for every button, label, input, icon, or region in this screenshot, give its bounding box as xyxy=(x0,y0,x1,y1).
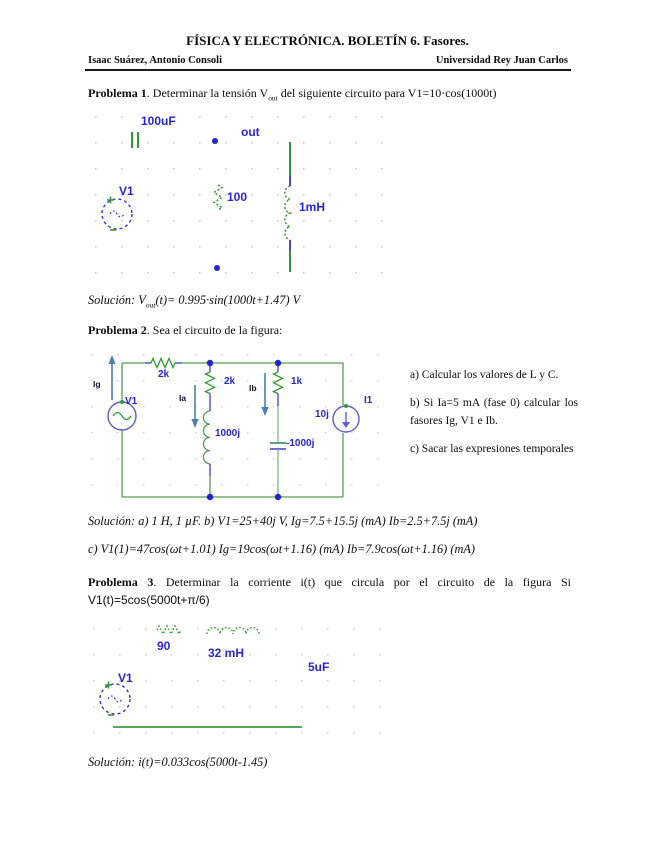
ia-label: Ia xyxy=(179,393,187,403)
circuit3-figure xyxy=(85,618,385,753)
current-source-name-label: I1 xyxy=(364,395,373,406)
bottom-node-dot xyxy=(214,265,220,271)
document-title: FÍSICA Y ELECTRÓNICA. BOLETÍN 6. Fasores. xyxy=(186,33,469,48)
source-name-label: V1 xyxy=(118,671,133,685)
byline xyxy=(88,55,568,66)
problem1-text-2: del siguiente circuito para V1=10·cos(1000t) xyxy=(277,86,497,100)
problem2-questions xyxy=(410,366,578,468)
capacitor-value-label: -1000j xyxy=(286,438,315,449)
out-net-label: out xyxy=(241,125,260,139)
out-node-dot xyxy=(212,138,218,144)
header-rule xyxy=(85,69,571,71)
ib-label: Ib xyxy=(249,383,257,393)
problem2-statement xyxy=(88,322,571,338)
problem2-text: . Sea el circuito de la figura: xyxy=(146,323,283,337)
question-b: b) Si Ia=5 mA (fase 0) calcular los fasores Ig, V1 e Ib. xyxy=(410,396,578,428)
problem3-formula: V1(t)=5cos(5000t+π/6) xyxy=(88,593,210,608)
problem3-line1 xyxy=(88,574,571,590)
solution1-rest: (t)= 0.995·sin(1000t+1.47) V xyxy=(155,293,301,307)
circuit2-figure xyxy=(85,348,395,513)
circuit3-schematic xyxy=(85,618,385,753)
resistor-right-value-label: 1k xyxy=(291,376,303,387)
resistor-top-value-label: 2k xyxy=(158,369,170,380)
problem1-statement xyxy=(88,85,571,103)
solution1-prefix: Solución: V xyxy=(88,293,146,307)
vout-subscript: out xyxy=(268,93,278,103)
inductor-value-label: 32 mH xyxy=(208,646,245,660)
problem3-text: . Determinar la corriente i(t) que circula por el circuito de la figura Si xyxy=(153,575,571,589)
capacitor-value-label: 5uF xyxy=(308,660,330,674)
solution2-line2: c) V1(1)=47cos(ωt+1.01) Ig=19cos(ωt+1.16) (mA) Ib=7.9cos(ωt+1.16) (mA) xyxy=(88,542,475,556)
capacitor-value-label: 100uF xyxy=(141,114,176,128)
problem1-label: Problema 1 xyxy=(88,86,147,100)
current-source-value-label: 10j xyxy=(315,409,329,420)
solution3-text: Solución: i(t)=0.033cos(5000t-1.45) xyxy=(88,755,268,769)
inductor-value-label: 1mH xyxy=(299,200,326,214)
university-text: Universidad Rey Juan Carlos xyxy=(435,55,568,66)
question-c: c) Sacar las expresiones temporales xyxy=(410,442,574,455)
resistor-value-label: 90 xyxy=(157,639,171,653)
solution1-subscript: out xyxy=(145,300,156,310)
problem1-text: . Determinar la tensión V xyxy=(146,86,269,100)
source-name-label: V1 xyxy=(119,184,134,198)
solution1-text xyxy=(88,293,571,309)
source-name-label: V1 xyxy=(125,396,138,407)
problem3-statement xyxy=(88,574,571,608)
problem2-label: Problema 2 xyxy=(88,323,147,337)
ig-label: Ig xyxy=(93,379,101,389)
resistor-value-label: 100 xyxy=(227,190,248,204)
problem3-label: Problema 3 xyxy=(88,575,154,589)
inductor-value-label: 1000j xyxy=(215,428,241,439)
question-a: a) Calcular los valores de L y C. xyxy=(410,369,559,381)
resistor-mid-value-label: 2k xyxy=(224,376,236,387)
authors-text: Isaac Suárez, Antonio Consoli xyxy=(88,55,222,66)
solution2-line1: Solución: a) 1 H, 1 µF. b) V1=25+40j V, Ig=7.5+15.5j (mA) Ib=2.5+7.5j (mA) xyxy=(88,514,478,528)
circuit1-figure xyxy=(85,108,385,298)
